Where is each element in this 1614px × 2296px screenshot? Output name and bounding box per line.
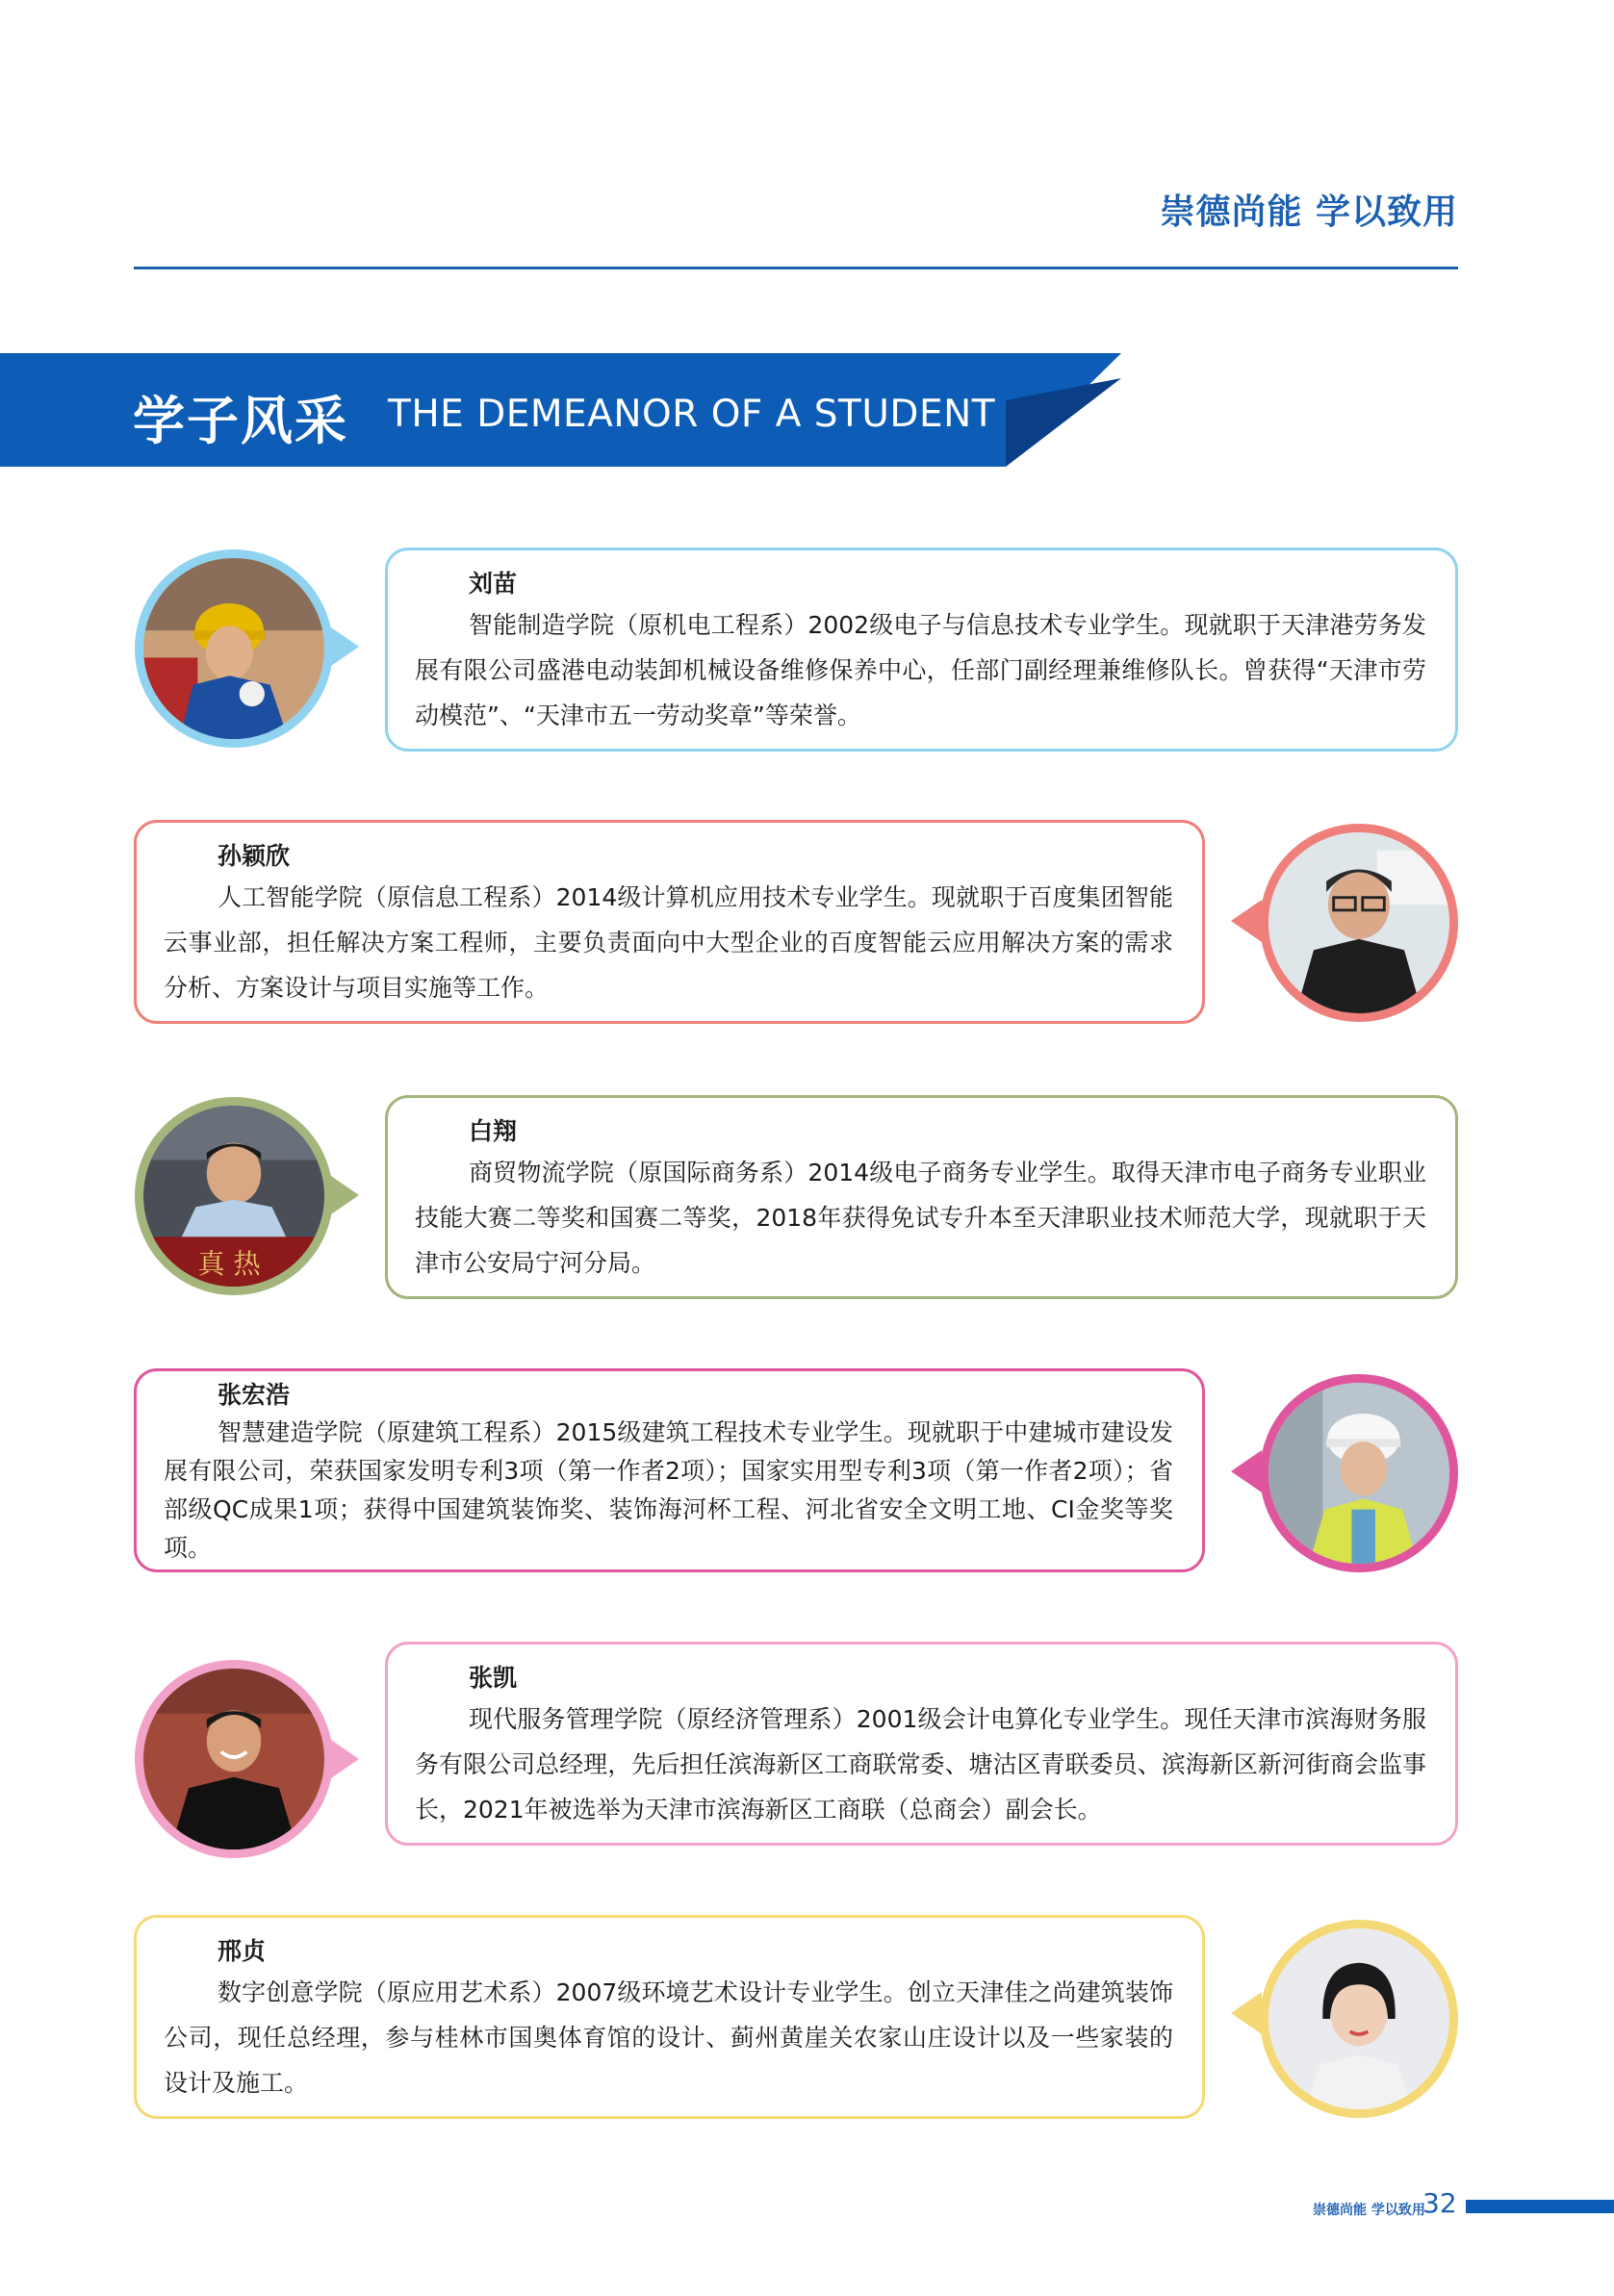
profile-name: 张凯 bbox=[469, 1664, 518, 1692]
profile-bio: 智能制造学院（原机电工程系）2002级电子与信息技术专业学生。现就职于天津港劳务发展有限公司盛港电动装卸机械设备维修保养中心，任部门副经理兼维修队长。曾获得“天津市劳动模范”、“天津市五一劳动奖章”等荣誉。 bbox=[415, 611, 1426, 729]
profile-bio: 现代服务管理学院（原经济管理系）2001级会计电算化专业学生。现任天津市滨海财务服务有限公司总经理，先后担任滨海新区工商联常委、塘沽区青联委员、滨海新区新河街商会监事长，2021年被选举为天津市滨海新区工商联（总商会）副会长。 bbox=[415, 1705, 1426, 1824]
header-slogan: 崇德尚能 学以致用 bbox=[1160, 192, 1458, 232]
profile-avatar bbox=[135, 1660, 333, 1858]
header-divider bbox=[134, 267, 1458, 269]
profile-avatar bbox=[135, 1097, 333, 1295]
profile-avatar bbox=[1260, 824, 1458, 1022]
speech-tail bbox=[328, 1738, 359, 1780]
profile-avatar bbox=[1260, 1374, 1458, 1572]
speech-tail bbox=[328, 1174, 359, 1216]
engineer-photo-icon bbox=[1268, 1383, 1449, 1564]
profile-bio: 人工智能学院（原信息工程系）2014级计算机应用技术专业学生。现就职于百度集团智能云事业部，担任解决方案工程师，主要负责面向中大型企业的百度智能云应用解决方案的需求分析、方案设计与项目实施等工作。 bbox=[164, 883, 1173, 1002]
worker-photo-icon bbox=[143, 558, 324, 739]
footer-slogan: 崇德尚能 学以致用 bbox=[1313, 2203, 1425, 2218]
svg-text:真 热: 真 热 bbox=[197, 1247, 261, 1280]
section-title-cn: 学子风采 bbox=[133, 391, 348, 451]
profile-name: 孙颖欣 bbox=[218, 842, 291, 870]
profile-card bbox=[134, 1915, 1205, 2119]
profile-bio: 智慧建造学院（原建筑工程系）2015级建筑工程技术专业学生。现就职于中建城市建设发展有限公司，荣获国家发明专利3项（第一作者2项）；国家实用型专利3项（第一作者2项）；省部级QC成果1项；获得中国建筑装饰奖、装饰海河杯工程、河北省安全文明工地、CI金奖等奖项。 bbox=[164, 1418, 1173, 1562]
speech-tail bbox=[1231, 900, 1262, 942]
speech-tail bbox=[1231, 1450, 1262, 1492]
section-title-en: THE DEMEANOR OF A STUDENT bbox=[388, 393, 996, 436]
profile-card bbox=[134, 1368, 1205, 1572]
profile-card bbox=[385, 548, 1458, 752]
police-photo-icon bbox=[143, 1106, 324, 1287]
profile-name: 刘苗 bbox=[469, 570, 518, 598]
businessman-photo-icon bbox=[143, 1669, 324, 1850]
footer-bar bbox=[1466, 2200, 1614, 2213]
person-photo-icon bbox=[1268, 832, 1449, 1013]
profile-card bbox=[134, 820, 1205, 1024]
profile-avatar bbox=[135, 549, 333, 748]
profile-name: 邢贞 bbox=[218, 1937, 267, 1965]
profile-card bbox=[385, 1095, 1458, 1299]
profile-card bbox=[385, 1642, 1458, 1846]
profile-bio: 数字创意学院（原应用艺术系）2007级环境艺术设计专业学生。创立天津佳之尚建筑装饰公司，现任总经理，参与桂林市国奥体育馆的设计、蓟州黄崖关农家山庄设计以及一些家装的设计及施工。 bbox=[164, 1978, 1173, 2097]
profile-bio: 商贸物流学院（原国际商务系）2014级电子商务专业学生。取得天津市电子商务专业职业技能大赛二等奖和国赛二等奖，2018年获得免试专升本至天津职业技术师范大学，现就职于天津市公安局宁河分局。 bbox=[415, 1159, 1426, 1277]
profile-name: 张宏浩 bbox=[218, 1381, 291, 1409]
woman-photo-icon bbox=[1268, 1928, 1449, 2109]
speech-tail bbox=[328, 625, 359, 668]
profile-avatar bbox=[1260, 1920, 1458, 2118]
page-number: 32 bbox=[1422, 2187, 1457, 2219]
speech-tail bbox=[1231, 1992, 1262, 2034]
profile-name: 白翔 bbox=[469, 1117, 518, 1145]
